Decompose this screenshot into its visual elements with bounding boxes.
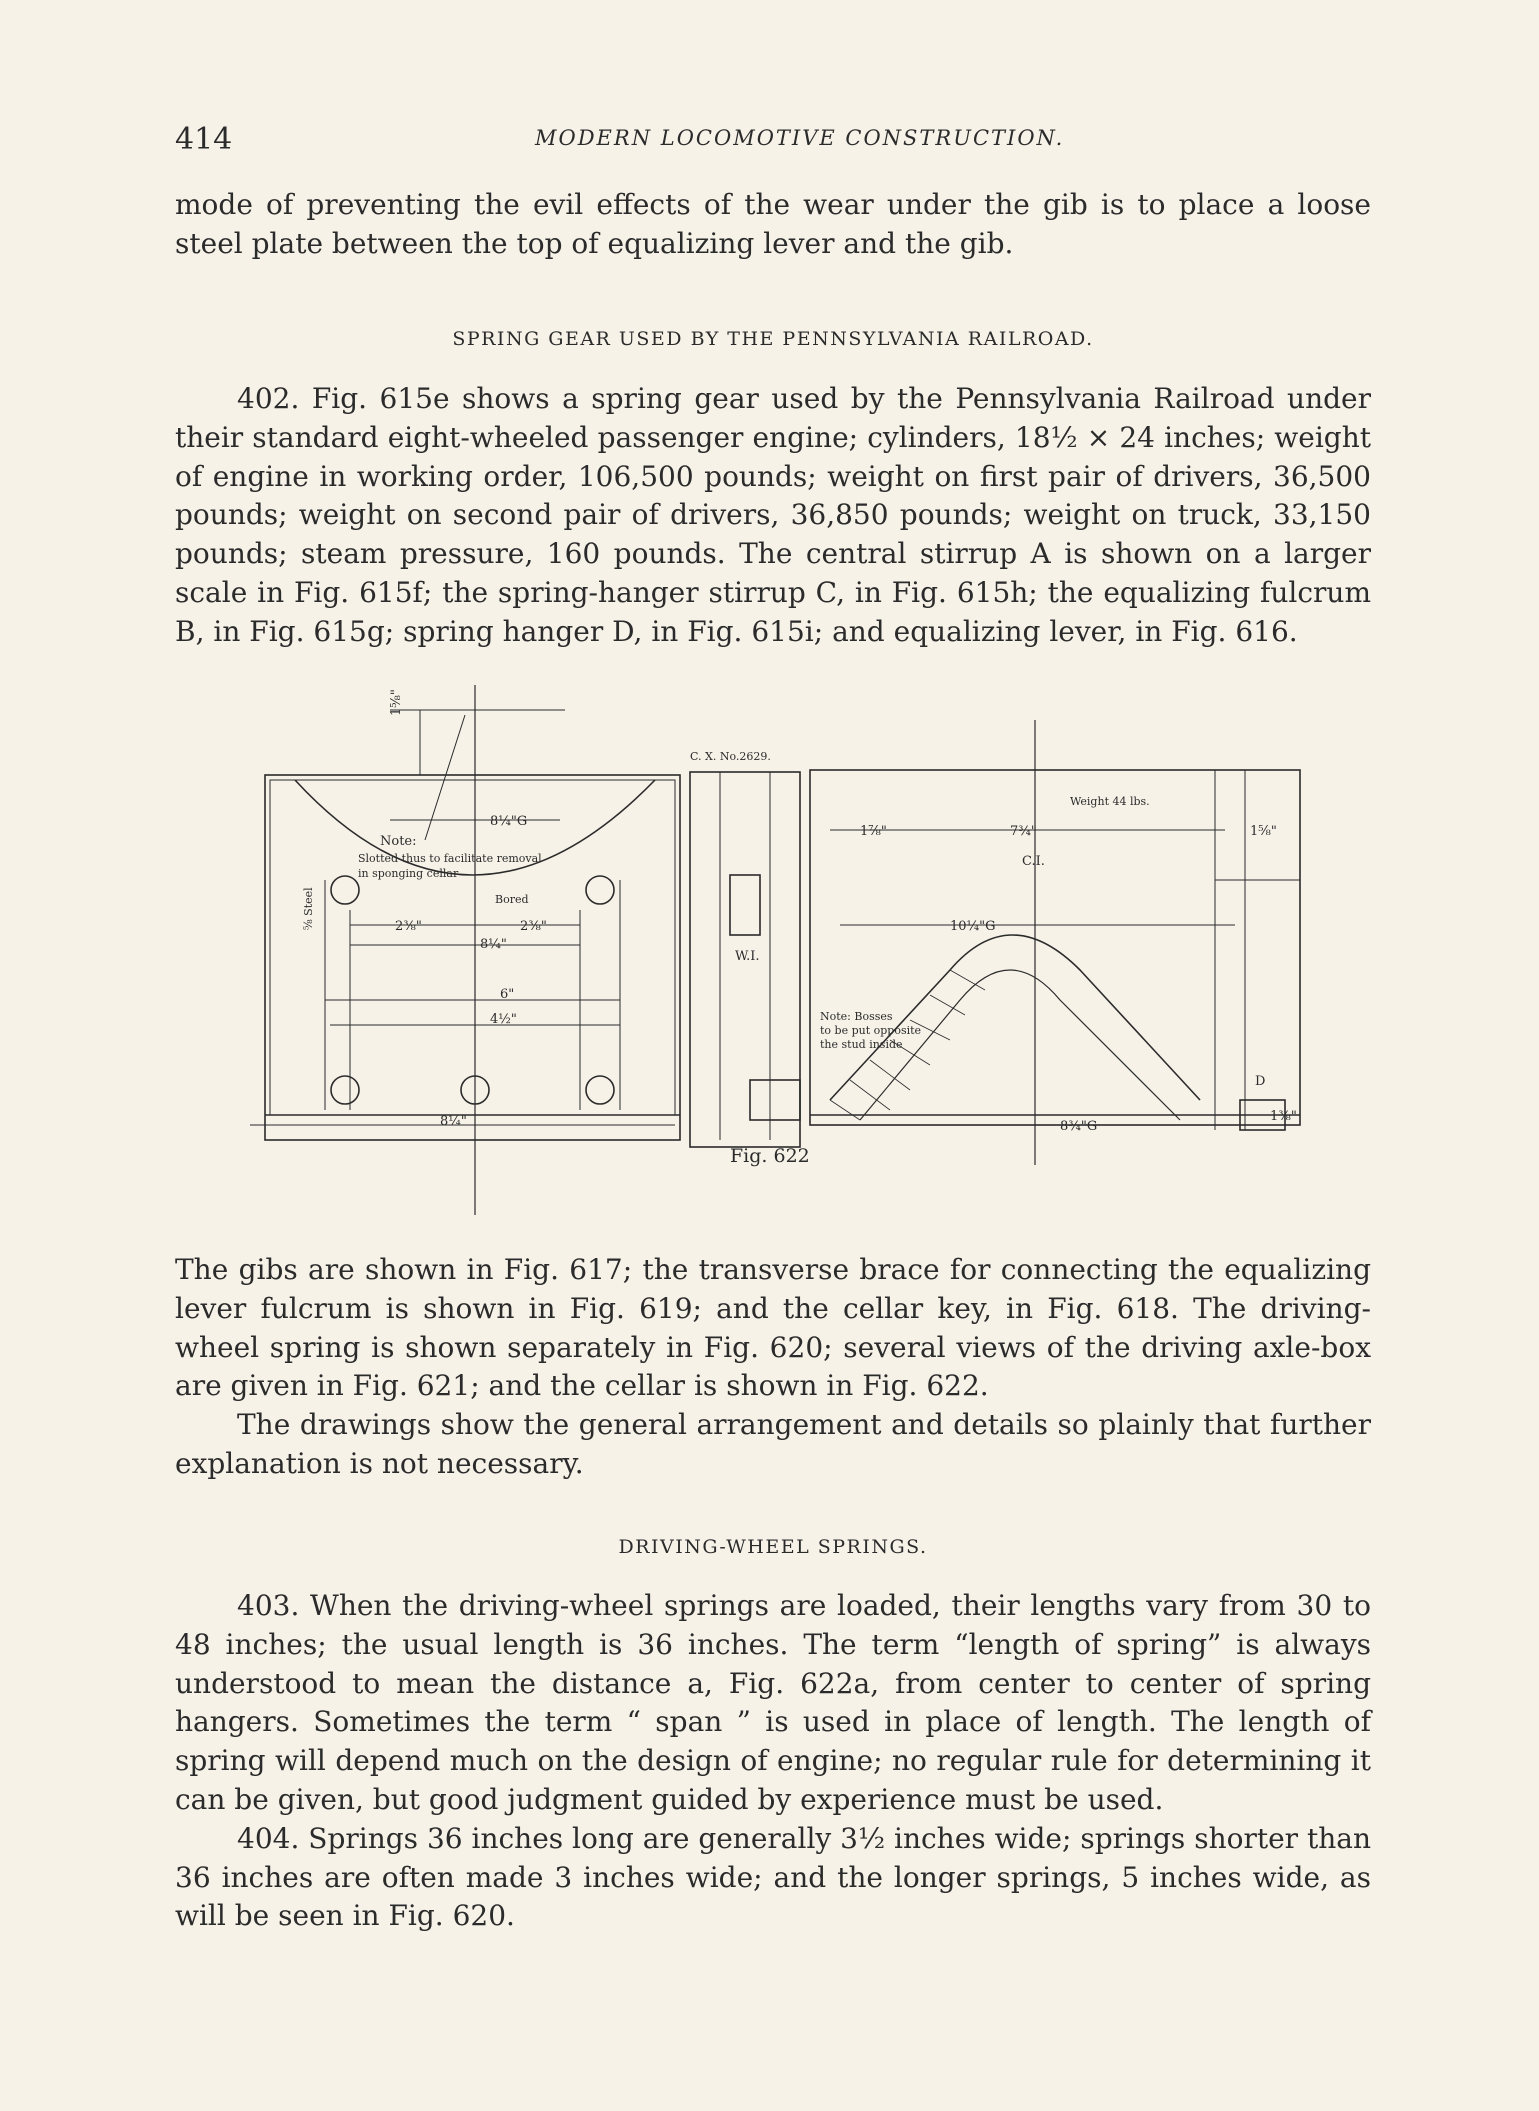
drawing-number: C. X. No.2629. xyxy=(690,750,771,763)
ci-label: C.I. xyxy=(1022,854,1045,869)
paragraph-continuation xyxy=(175,186,1371,264)
steel-label: ⅝ Steel xyxy=(302,887,315,930)
weight-note: Weight 44 lbs. xyxy=(1070,795,1150,808)
dim-6: 6" xyxy=(500,987,515,1002)
dim-10-1-4-g: 10¼"G xyxy=(950,919,996,934)
paragraph: The drawings show the general arrangement and details so plainly that further explanation is not necessary. xyxy=(175,1408,1371,1480)
paragraph: 404. Springs 36 inches long are generally 3½ inches wide; springs shorter than 36 inches are often made 3 inches wide; and the longer springs, 5 inches wide, as will be seen in Fig. 620. xyxy=(175,1821,1371,1933)
paragraph-402 xyxy=(175,380,1371,652)
note-left-line2: in sponging cellar xyxy=(358,867,459,880)
paragraph-403-404 xyxy=(175,1587,1371,1936)
dim-8-1-4: 8¼" xyxy=(480,937,507,952)
dim-8-3-4-g: 8¾"G xyxy=(1060,1119,1098,1134)
dim-1-5-8-right: 1⅝" xyxy=(1250,824,1277,839)
paragraph: 402. Fig. 615e shows a spring gear used by the Pennsylvania Railroad under their standard eight-wheeled passenger engine; cylinders, 18½ × 24 inches; weight of engine in working order, 106,500 pounds; weight on first pair of drivers, 36,500 pounds; weight on second pair of drivers, 36,850 pounds; weight on truck, 33,150 pounds; steam pressure, 160 pounds. The central stirrup A is shown on a larger scale in Fig. 615f; the spring-hanger stirrup C, in Fig. 615h; the equalizing fulcrum B, in Fig. 615g; spring hanger D, in Fig. 615i; and equalizing lever, in Fig. 616. xyxy=(175,382,1371,648)
dim-1-5-8: 1⅝" xyxy=(389,689,404,716)
paragraph: The gibs are shown in Fig. 617; the transverse brace for connecting the equalizing lever fulcrum is shown in Fig. 619; and the cellar key, in Fig. 618. The driving-wheel spring is shown separately in Fig. 620; several views of the driving axle-box are given in Fig. 621; and the cellar is shown in Fig. 622. xyxy=(175,1253,1371,1403)
page-number: 414 xyxy=(175,122,233,157)
wi-label: W.I. xyxy=(735,949,760,964)
note-left-title: Note: xyxy=(380,834,417,849)
running-title: MODERN LOCOMOTIVE CONSTRUCTION. xyxy=(535,126,1065,150)
note-right-line1: Note: Bosses xyxy=(820,1010,893,1023)
dim-1-7-8: 1⅞" xyxy=(860,824,887,839)
figure-622 xyxy=(250,680,1310,1220)
paragraph: mode of preventing the evil effects of the wear under the gib is to place a loose steel plate between the top of equalizing lever and the gib. xyxy=(175,188,1371,260)
dim-8-1-4-g: 8¼"G xyxy=(490,814,528,829)
figure-caption: Fig. 622 xyxy=(730,1145,810,1167)
d-label: D xyxy=(1255,1074,1266,1089)
cellar-drawing xyxy=(250,680,1310,1220)
dim-2-3-8-a: 2⅜" xyxy=(395,919,422,934)
note-right-line3: the stud inside xyxy=(820,1038,903,1051)
dim-8-1-4-bottom: 8¼" xyxy=(440,1114,467,1129)
dim-7-3-4: 7¾" xyxy=(1010,824,1037,839)
page-header xyxy=(175,122,1375,162)
section-heading-pennsylvania: SPRING GEAR USED BY THE PENNSYLVANIA RAILROAD. xyxy=(452,328,1094,350)
section-heading-driving-wheel-springs: DRIVING-WHEEL SPRINGS. xyxy=(618,1536,928,1558)
dim-1-3-8: 1⅜" xyxy=(1270,1109,1297,1124)
dim-4-1-2: 4½" xyxy=(490,1012,517,1027)
note-right-line2: to be put opposite xyxy=(820,1024,922,1037)
paragraph-gibs xyxy=(175,1251,1371,1484)
dim-2-3-8-b: 2⅜" xyxy=(520,919,547,934)
paragraph: 403. When the driving-wheel springs are loaded, their lengths vary from 30 to 48 inches; the usual length is 36 inches. The term “length of spring” is always understood to mean the distance a, Fig. 622a, from center to center of spring hangers. Sometimes the term “ span ” is used in place of length. The length of spring will depend much on the design of engine; no regular rule for determining it can be given, but good judgment guided by experience must be used. xyxy=(175,1589,1371,1816)
bored-label: Bored xyxy=(495,893,529,906)
note-left-line1: Slotted thus to facilitate removal xyxy=(358,852,542,865)
